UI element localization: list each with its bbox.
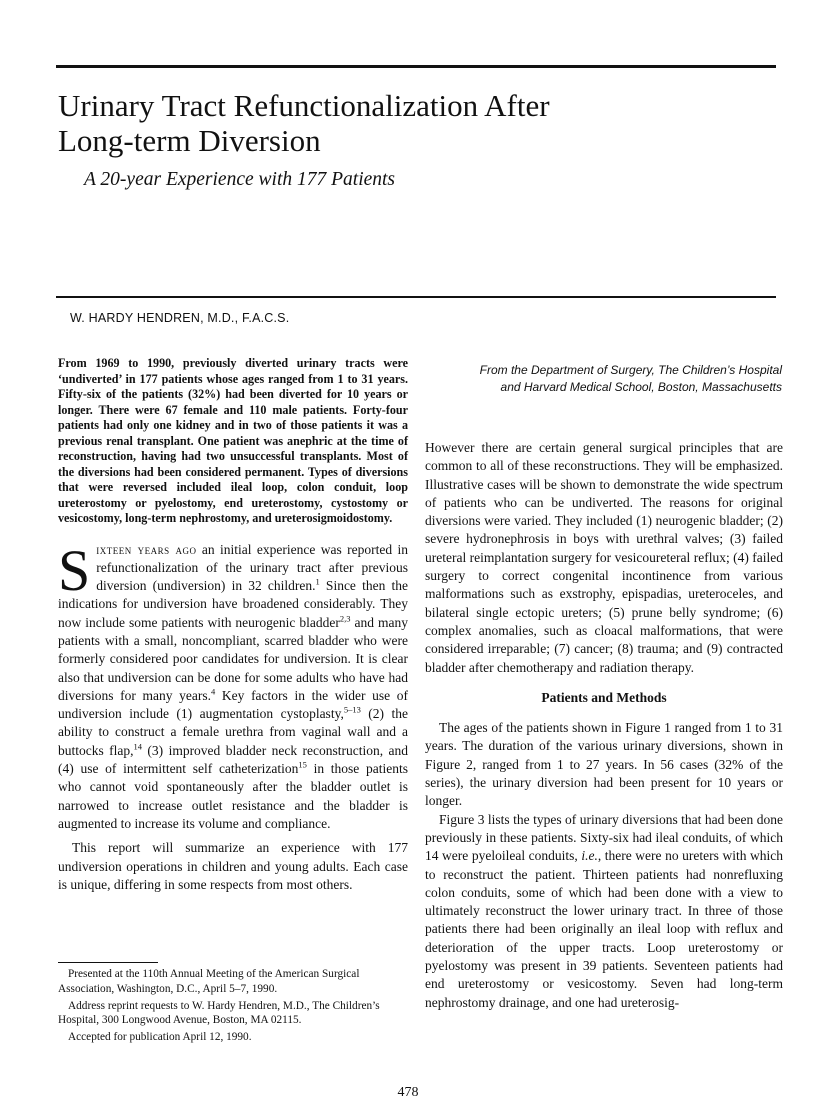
intro-text-5: (2) the ability to construct a female urethra from vaginal wall and a buttocks flap,: [58, 706, 408, 758]
section-heading: Patients and Methods: [541, 689, 667, 705]
right-paragraph-2: The ages of the patients shown in Figure 1 ranged from 1 to 31 years. The duration of the various urinary diversions, shown in Figure 2, ranged from 1 to 27 years. In 56 cases (32% of the series), the urinary diversion had been present for 10 years or longer.: [425, 720, 783, 809]
intro-smallcaps: ixteen years ago: [96, 541, 197, 557]
footnotes: [58, 967, 408, 1047]
report-paragraph: This report will summarize an experience with 177 undiversion operations in children and young adults. Each case is unique, differing in some respects from most others.: [58, 840, 408, 892]
right-p3-ie: i.e.: [581, 848, 598, 864]
right-p3-a: Figure 3 lists the types of urinary diversions that had been done previously in these patients. Sixty-six had ileal conduits, of which 14 were pyeloileal conduits,: [425, 811, 783, 864]
intro-text-3: and many patients with a small, noncompliant, scarred bladder who were formerly considered poor candidates for undiversion. It is clear also that undiversion can be done for some adults who have had diversions for many years.: [58, 614, 408, 703]
ref-5: 14: [133, 741, 143, 752]
right-paragraph-3: [425, 811, 783, 1012]
right-column: [425, 439, 783, 1012]
intro-text-7: in those patients who cannot void spontaneously after the bladder outlet is narrowed to increase outlet resistance and the bladder is augmented to increase its volume and compliance.: [58, 761, 408, 831]
footnote-presented: Presented at the 110th Annual Meeting of the American Surgical Association, Washington, D.C., April 5–7, 1990.: [58, 968, 360, 995]
intro-text-1: an initial experience was reported in refunctionalization of the urinary tract after previous diversion (undiversion) in 32 children.: [96, 541, 408, 594]
ref-1: 1: [315, 576, 320, 587]
right-paragraph-1: However there are certain general surgical principles that are common to all of these reconstructions. They will be emphasized. Illustrative cases will be shown to demonstrate the wide spectrum of patients who can be undiverted. The reasons for original diversions were varied. They included (1) neurogenic bladder; (2) severe hydronephrosis in boys with urethral valves; (3) failed ureteral reimplantation surgery for vesicoureteral reflux; (4) failed surgery to correct congenital incontinence from various malformations such as exstrophy, epispadias, ureteroceles, and bilateral single ectopic ureters; (5) prune belly syndrome; (6) complex anomalies, such as cloacal malformations, that were considered irreparable; (7) cancer; (8) trauma; and (9) contracted bladder after chemotherapy and radiation therapy.: [425, 440, 783, 675]
drop-cap: S: [58, 537, 91, 603]
title-line-1: Urinary Tract Refunctionalization After: [58, 88, 550, 123]
footnote-address: Address reprint requests to W. Hardy Hendren, M.D., The Children’s Hospital, 300 Longwood Avenue, Boston, MA 02115.: [58, 999, 380, 1027]
footnote-rule: [58, 962, 158, 963]
ref-4: 5–13: [343, 704, 361, 715]
abstract: From 1969 to 1990, previously diverted urinary tracts were ‘undiverted’ in 177 patients whose ages ranged from 1 to 31 years. Fifty-six of the patients (32%) had been diverted for 10 years or longer. There were 67 female and 110 male patients. Forty-four patients had only one kidney and in two of those patients it was a previous renal transplant. One patient was anephric at the time of reconstruction, having had two unsuccessful transplants. Most of the diversions had been considered permanent. Types of diversions that were reversed included ileal loop, colon conduit, loop ureterostomy or pyelostomy, end ureterostomy, cystostomy or vesicostomy, long-term nephrostomy, and ureterosigmoidostomy.: [58, 356, 408, 525]
affiliation-line-1: From the Department of Surgery, The Children’s Hospital: [479, 363, 782, 377]
article-subtitle: A 20-year Experience with 177 Patients: [84, 169, 396, 190]
intro-text-2: Since then the indications for undiversion have broadened considerably. They now include some patients with neurogenic bladder: [58, 578, 408, 630]
top-rule: [56, 65, 776, 68]
affiliation-line-2: and Harvard Medical School, Boston, Massachusetts: [500, 379, 782, 394]
left-column: [58, 356, 408, 894]
ref-6: 15: [298, 759, 307, 770]
page-number: 478: [397, 1085, 419, 1100]
author-line: W. HARDY HENDREN, M.D., F.A.C.S.: [70, 311, 290, 325]
affiliation: [430, 362, 782, 395]
footnote-accepted: Accepted for publication April 12, 1990.: [68, 1031, 252, 1044]
intro-paragraph: [58, 537, 408, 834]
ref-3: 4: [211, 686, 216, 697]
intro-text-4: Key factors in the wider use of undiversion include (1) augmentation cystoplasty,: [58, 687, 408, 722]
title-rule: [56, 296, 776, 298]
intro-text-6: (3) improved bladder neck reconstruction, and (4) use of intermittent self catheterization: [58, 742, 408, 777]
article-title: [58, 88, 758, 158]
right-p3-b: , there were no ureters with which to reconstruct the patient. Thirteen patients had nonrefluxing colon conduits, some of which had been done with a view to ultimately reconstruct the lower urinary tract. In three of those patients there had been originally an ileal loop with reflux and deterioration of the upper tracts. Loop ureterostomy or pyelostomy was present in 39 patients. Seventeen patients had end ureterostomy or vesicostomy. Seven had long-term nephrostomy drainage, and one had ureterosig-: [425, 848, 783, 1010]
title-line-2: Long-term Diversion: [58, 123, 321, 158]
ref-2: 2,3: [339, 613, 351, 624]
